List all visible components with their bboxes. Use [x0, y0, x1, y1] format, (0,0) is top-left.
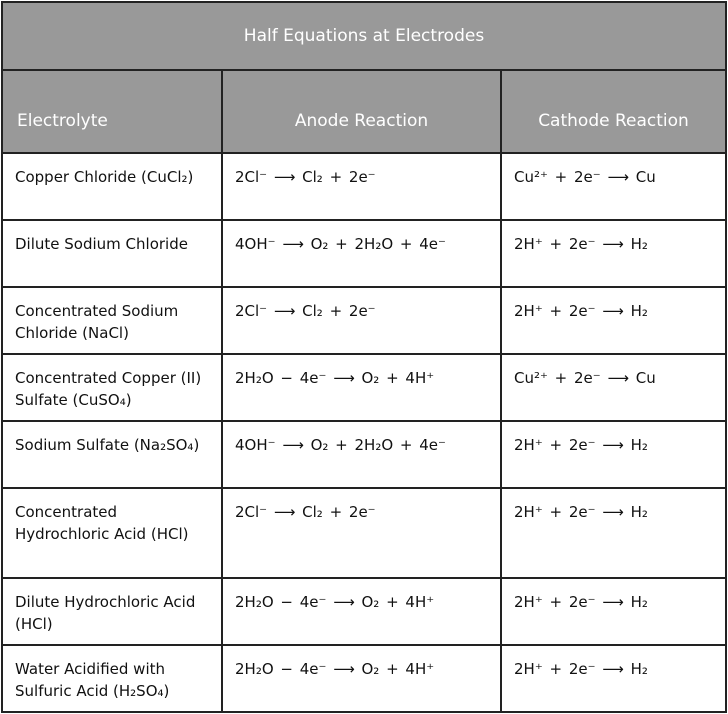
cathode-cell: 2H⁺ + 2e⁻ ⟶ H₂ [501, 220, 726, 287]
table-row [2, 354, 726, 421]
cathode-cell: Cu²⁺ + 2e⁻ ⟶ Cu [501, 153, 726, 220]
electrolyte-cell: Concentrated Sodium Chloride (NaCl) [2, 287, 222, 354]
table-title: Half Equations at Electrodes [2, 2, 726, 70]
header-electrolyte: Electrolyte [2, 70, 222, 153]
header-row [2, 70, 726, 153]
cathode-cell: 2H⁺ + 2e⁻ ⟶ H₂ [501, 488, 726, 578]
table-row [2, 421, 726, 488]
electrolyte-cell: Dilute Hydrochloric Acid (HCl) [2, 578, 222, 645]
electrolyte-cell: Water Acidified with Sulfuric Acid (H₂SO₄) [2, 645, 222, 712]
anode-cell: 2Cl⁻ ⟶ Cl₂ + 2e⁻ [222, 488, 501, 578]
electrolyte-cell: Copper Chloride (CuCl₂) [2, 153, 222, 220]
header-anode: Anode Reaction [222, 70, 501, 153]
anode-cell: 2Cl⁻ ⟶ Cl₂ + 2e⁻ [222, 287, 501, 354]
half-equations-table [1, 1, 727, 713]
electrolyte-cell: Concentrated Copper (II) Sulfate (CuSO₄) [2, 354, 222, 421]
anode-cell: 4OH⁻ ⟶ O₂ + 2H₂O + 4e⁻ [222, 220, 501, 287]
anode-cell: 2H₂O − 4e⁻ ⟶ O₂ + 4H⁺ [222, 645, 501, 712]
electrolyte-cell: Concentrated Hydrochloric Acid (HCl) [2, 488, 222, 578]
cathode-cell: Cu²⁺ + 2e⁻ ⟶ Cu [501, 354, 726, 421]
cathode-cell: 2H⁺ + 2e⁻ ⟶ H₂ [501, 287, 726, 354]
cathode-cell: 2H⁺ + 2e⁻ ⟶ H₂ [501, 645, 726, 712]
table-row [2, 645, 726, 712]
header-cathode: Cathode Reaction [501, 70, 726, 153]
anode-cell: 4OH⁻ ⟶ O₂ + 2H₂O + 4e⁻ [222, 421, 501, 488]
table-row [2, 153, 726, 220]
anode-cell: 2H₂O − 4e⁻ ⟶ O₂ + 4H⁺ [222, 354, 501, 421]
cathode-cell: 2H⁺ + 2e⁻ ⟶ H₂ [501, 421, 726, 488]
cathode-cell: 2H⁺ + 2e⁻ ⟶ H₂ [501, 578, 726, 645]
table-row [2, 220, 726, 287]
table-row [2, 578, 726, 645]
table-row [2, 287, 726, 354]
anode-cell: 2H₂O − 4e⁻ ⟶ O₂ + 4H⁺ [222, 578, 501, 645]
table-row [2, 488, 726, 578]
anode-cell: 2Cl⁻ ⟶ Cl₂ + 2e⁻ [222, 153, 501, 220]
electrolyte-cell: Sodium Sulfate (Na₂SO₄) [2, 421, 222, 488]
electrolyte-cell: Dilute Sodium Chloride [2, 220, 222, 287]
